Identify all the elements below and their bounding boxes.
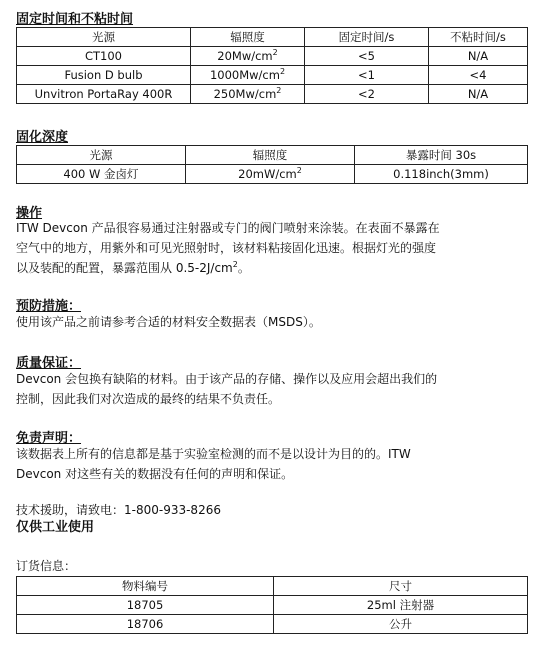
paragraph-line: 该数据表上所有的信息都是基于实验室检测的而不是以设计为目的的。ITW bbox=[16, 447, 411, 461]
table-cell: CT100 bbox=[17, 47, 191, 66]
header-cell: 暴露时间 30s bbox=[355, 146, 528, 165]
table-cell: N/A bbox=[429, 85, 528, 104]
table-header-row bbox=[17, 577, 528, 596]
table-cell: <4 bbox=[429, 66, 528, 85]
precautions-heading: 预防措施： bbox=[16, 299, 82, 314]
paragraph-line: Devcon 会包换有缺陷的材料。由于该产品的存储、操作以及应用会超出我们的 bbox=[16, 372, 438, 386]
operation-paragraph bbox=[16, 218, 531, 278]
warranty-heading: 质量保证： bbox=[16, 356, 82, 371]
header-cell: 辐照度 bbox=[191, 28, 305, 47]
cure-time-table bbox=[16, 27, 528, 104]
table-cell: 0.118inch(3mm) bbox=[355, 165, 528, 184]
header-cell: 光源 bbox=[17, 28, 191, 47]
table-cell: $20mW/cm^2$ bbox=[186, 165, 355, 184]
paragraph-line: 空气中的地方，用紫外和可见光照射时，该材料粘接固化迅速。根据灯光的强度 bbox=[16, 241, 437, 255]
paragraph-line: 控制，因此我们对次造成的最终的结果不负责任。 bbox=[16, 392, 281, 406]
header-cell: 固定时间/s bbox=[305, 28, 429, 47]
header-cell: 物料编号 bbox=[17, 577, 274, 596]
table-cell: $1000Mw/cm^2$ bbox=[191, 66, 305, 85]
precautions-paragraph bbox=[16, 312, 531, 332]
table-cell: $250Mw/cm^2$ bbox=[191, 85, 305, 104]
operation-heading: 操作 bbox=[16, 206, 43, 221]
table-cell: 25ml 注射器 bbox=[274, 596, 528, 615]
table-row bbox=[17, 615, 528, 634]
table-cell: 400 W 金卤灯 bbox=[17, 165, 186, 184]
table-header-row bbox=[17, 28, 528, 47]
cure-depth-table bbox=[16, 145, 528, 184]
paragraph-line: 以及装配的配置，暴露范围从 $0.5-2J/cm^2$。 bbox=[16, 260, 250, 275]
table-cell: 18705 bbox=[17, 596, 274, 615]
paragraph-line: ITW Devcon 产品很容易通过注射器或专门的阀门喷射来涂装。在表面不暴露在 bbox=[16, 221, 440, 235]
warranty-paragraph bbox=[16, 369, 531, 409]
table-row bbox=[17, 596, 528, 615]
cure-time-heading: 固定时间和不粘时间 bbox=[16, 12, 134, 27]
paragraph-line: 使用该产品之前请参考合适的材料安全数据表（MSDS）。 bbox=[16, 315, 321, 329]
table-cell: 18706 bbox=[17, 615, 274, 634]
cure-depth-heading: 固化深度 bbox=[16, 130, 69, 145]
disclaimer-heading: 免责声明： bbox=[16, 431, 82, 446]
disclaimer-paragraph bbox=[16, 444, 531, 484]
table-cell: <5 bbox=[305, 47, 429, 66]
table-row bbox=[17, 85, 528, 104]
table-cell: <2 bbox=[305, 85, 429, 104]
header-cell: 尺寸 bbox=[274, 577, 528, 596]
paragraph-line: Devcon 对这些有关的数据没有任何的声明和保证。 bbox=[16, 467, 294, 481]
table-cell: Fusion D bulb bbox=[17, 66, 191, 85]
table-row bbox=[17, 165, 528, 184]
table-cell: 公升 bbox=[274, 615, 528, 634]
ordering-table bbox=[16, 576, 528, 634]
table-header-row bbox=[17, 146, 528, 165]
tech-support-line: 技术援助，请致电：1-800-933-8266 bbox=[16, 503, 221, 517]
table-cell: N/A bbox=[429, 47, 528, 66]
table-cell: Unvitron PortaRay 400R bbox=[17, 85, 191, 104]
table-cell: <1 bbox=[305, 66, 429, 85]
table-cell: $20Mw/cm^2$ bbox=[191, 47, 305, 66]
header-cell: 不粘时间/s bbox=[429, 28, 528, 47]
table-row bbox=[17, 66, 528, 85]
industrial-use-label: 仅供工业使用 bbox=[16, 520, 95, 535]
table-row bbox=[17, 47, 528, 66]
header-cell: 光源 bbox=[17, 146, 186, 165]
ordering-label: 订货信息： bbox=[16, 559, 77, 573]
header-cell: 辐照度 bbox=[186, 146, 355, 165]
